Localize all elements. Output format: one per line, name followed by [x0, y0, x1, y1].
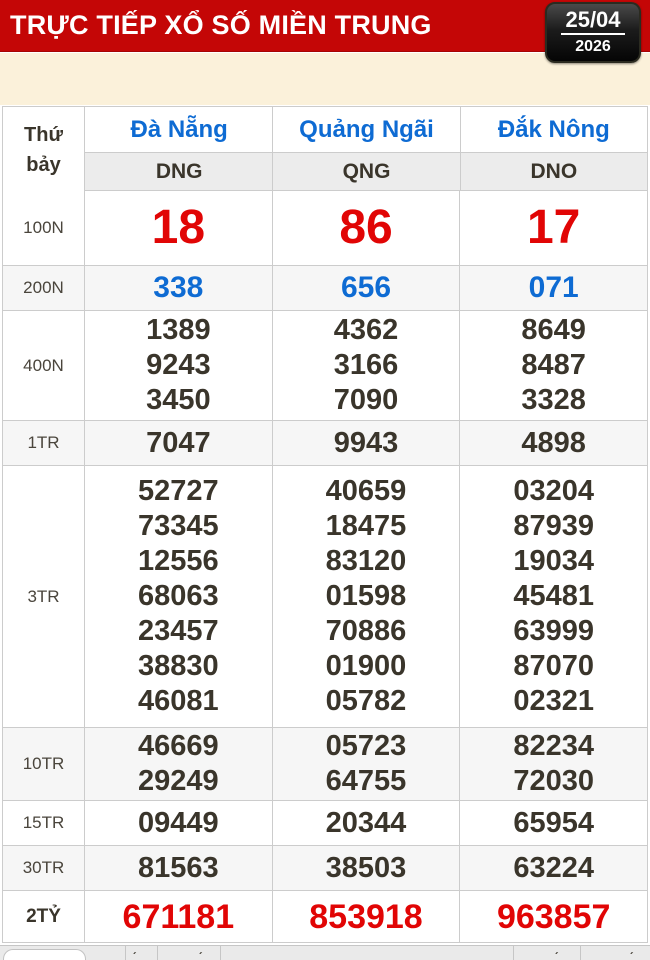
prize-number: 05723 [325, 730, 407, 762]
prize-row-30tr [3, 846, 647, 891]
prize-cell [273, 191, 461, 265]
province-code-qng: QNG [273, 153, 460, 190]
prize-number: 3450 [146, 384, 211, 416]
prize-row-400n [3, 311, 647, 421]
prize-number: 52727 [138, 475, 219, 507]
prize-cell [85, 421, 273, 465]
prize-row-100n [3, 191, 647, 266]
prize-number: 63224 [513, 851, 594, 884]
province-link-dak-nong[interactable]: Đắk Nông [497, 115, 610, 143]
prize-number: 17 [526, 201, 581, 254]
prize-number: 19034 [513, 545, 594, 577]
prize-number: 3328 [521, 384, 586, 416]
prize-cell [85, 891, 273, 942]
prize-row-1tr [3, 421, 647, 466]
prize-cell [85, 466, 273, 727]
prize-number: 18 [151, 201, 206, 254]
prize-row-200n [3, 266, 647, 311]
tab-divider [580, 946, 581, 960]
prize-label: 15TR [3, 801, 85, 845]
prize-cell [273, 466, 461, 727]
prize-cell [273, 311, 461, 420]
prize-label: 10TR [3, 728, 85, 800]
prize-label: 2TỶ [3, 891, 85, 942]
prize-number: 40659 [325, 475, 407, 507]
prize-number: 01900 [325, 650, 407, 682]
prize-number: 38503 [325, 851, 407, 884]
prize-cell [85, 846, 273, 890]
prize-number: 7047 [146, 426, 211, 459]
prize-cell [460, 728, 647, 800]
prize-number: 071 [528, 271, 579, 304]
prize-number: 853918 [309, 897, 423, 936]
prize-number: 46081 [138, 685, 219, 717]
tab-divider [125, 946, 126, 960]
prize-number: 01598 [325, 580, 407, 612]
footer-tab-bar[interactable] [0, 945, 650, 960]
prize-number: 656 [340, 271, 392, 304]
tab-divider [220, 946, 221, 960]
prize-cell [273, 266, 461, 310]
prize-cell [85, 191, 273, 265]
prize-number: 86 [339, 201, 393, 254]
prize-cell [273, 846, 461, 890]
prize-number: 72030 [513, 765, 594, 797]
prize-cell [85, 801, 273, 845]
prize-cell [273, 728, 461, 800]
prize-number: 82234 [513, 730, 594, 762]
prize-label: 200N [3, 266, 85, 310]
prize-label: 3TR [3, 466, 85, 727]
prize-number: 18475 [325, 510, 407, 542]
prize-number: 02321 [513, 685, 594, 717]
date-year: 2026 [575, 38, 611, 55]
prize-number: 81563 [138, 851, 219, 884]
province-link-da-nang[interactable]: Đà Nẵng [86, 107, 273, 152]
province-code-row [3, 153, 647, 191]
province-header-row [3, 107, 647, 153]
prize-cell [460, 311, 647, 420]
tab-divider [157, 946, 158, 960]
prize-label: 30TR [3, 846, 85, 890]
prize-number: 29249 [138, 765, 219, 797]
prize-number: 03204 [513, 475, 594, 507]
prize-number: 38830 [138, 650, 219, 682]
prize-cell [273, 801, 461, 845]
prize-number: 87939 [513, 510, 594, 542]
prize-number: 9943 [333, 426, 399, 459]
prize-label: 1TR [3, 421, 85, 465]
prize-number: 671181 [122, 897, 235, 936]
prize-cell [85, 728, 273, 800]
prize-row-3tr [3, 466, 647, 728]
prize-number: 3166 [333, 349, 399, 381]
prize-cell [460, 801, 647, 845]
prize-number: 83120 [325, 545, 407, 577]
date-day-month: 25/04 [561, 8, 624, 35]
prize-number: 7090 [333, 384, 399, 416]
prize-cell [460, 891, 647, 942]
page-title: TRỰC TIẾP XỔ SỐ MIỀN TRUNG [10, 10, 432, 40]
prize-number: 338 [153, 271, 204, 304]
prize-cell [273, 421, 461, 465]
province-code-dno: DNO [530, 159, 578, 183]
prize-number: 20344 [325, 806, 407, 839]
prize-number: 45481 [513, 580, 594, 612]
tab-divider [513, 946, 514, 960]
prize-cell [85, 311, 273, 420]
prize-number: 4362 [333, 314, 399, 346]
prize-number: 70886 [325, 615, 407, 647]
prize-cell [85, 266, 273, 310]
prize-number: 65954 [513, 806, 594, 839]
prize-number: 64755 [325, 765, 407, 797]
prize-row-2ty [3, 891, 647, 942]
prize-cell [460, 421, 647, 465]
prize-number: 05782 [325, 685, 407, 717]
prize-number: 68063 [138, 580, 219, 612]
prize-row-10tr [3, 728, 647, 801]
prize-label: 400N [3, 311, 85, 420]
prize-cell [460, 466, 647, 727]
results-table [2, 106, 648, 943]
prize-number: 9243 [146, 349, 211, 381]
prize-number: 23457 [138, 615, 219, 647]
prize-label: 100N [3, 191, 85, 265]
footer-tab-active[interactable] [3, 949, 86, 960]
prize-number: 09449 [138, 806, 219, 839]
prize-number: 46669 [138, 730, 219, 762]
prize-cell [460, 266, 647, 310]
prize-number: 4898 [521, 426, 586, 459]
prize-number: 12556 [138, 545, 219, 577]
prize-number: 73345 [138, 510, 219, 542]
prize-number: 1389 [146, 314, 211, 346]
prize-number: 8487 [521, 349, 586, 381]
date-badge[interactable] [545, 2, 641, 63]
weekday-label: Thứ bảy [3, 107, 85, 192]
province-code-dng: DNG [86, 153, 273, 190]
prize-number: 87070 [513, 650, 594, 682]
prize-cell [273, 891, 461, 942]
prize-number: 63999 [513, 615, 594, 647]
prize-number: 8649 [521, 314, 586, 346]
prize-cell [460, 191, 647, 265]
province-link-quang-ngai[interactable]: Quảng Ngãi [273, 107, 460, 152]
prize-cell [460, 846, 647, 890]
prize-number: 963857 [496, 897, 611, 936]
prize-row-15tr [3, 801, 647, 846]
